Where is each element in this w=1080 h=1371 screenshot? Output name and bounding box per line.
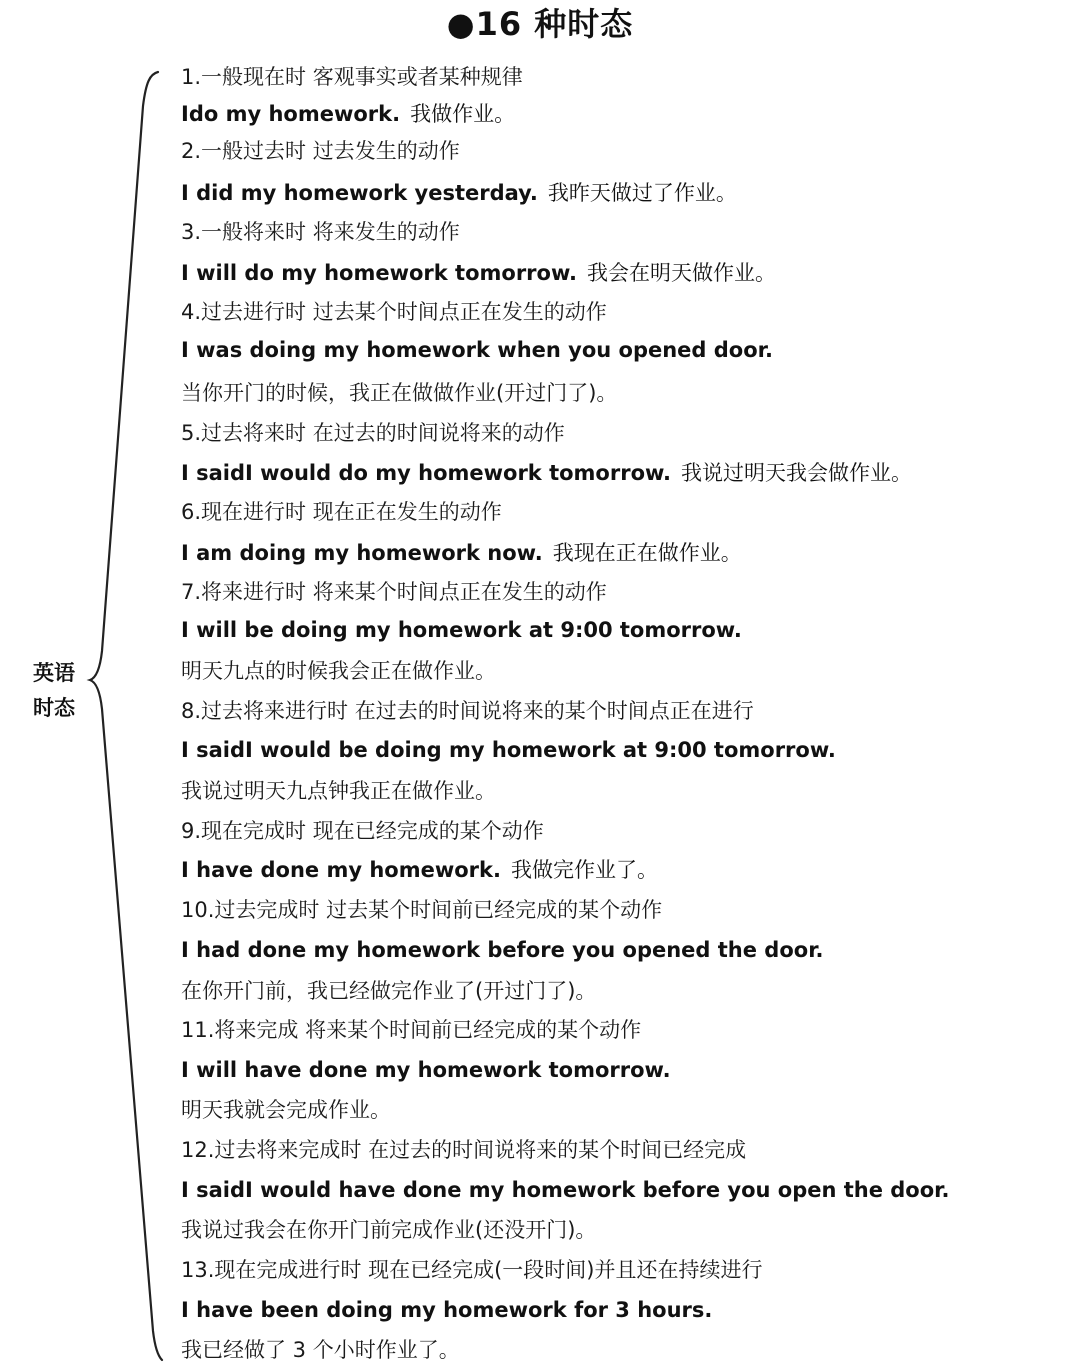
chinese-translation: 我会在明天做作业。 bbox=[587, 261, 776, 285]
category-label-line-2: 时态 bbox=[33, 696, 75, 720]
tense-example bbox=[181, 99, 515, 129]
english-sentence: I have been doing my homework for 3 hours. bbox=[181, 1298, 713, 1322]
chinese-translation: 我说过明天九点钟我正在做作业。 bbox=[181, 779, 496, 803]
tense-heading: 1.一般现在时 客观事实或者某种规律 bbox=[181, 65, 523, 89]
tense-example bbox=[181, 458, 912, 488]
tense-heading: 13.现在完成进行时 现在已经完成(一段时间)并且还在持续进行 bbox=[181, 1258, 763, 1282]
tense-example bbox=[181, 855, 658, 885]
chinese-translation: 明天我就会完成作业。 bbox=[181, 1098, 391, 1122]
tense-heading: 10.过去完成时 过去某个时间前已经完成的某个动作 bbox=[181, 898, 663, 922]
chinese-translation: 明天九点的时候我会正在做作业。 bbox=[181, 659, 496, 683]
category-label bbox=[22, 656, 86, 726]
english-sentence: I saidI would do my homework tomorrow. bbox=[181, 461, 672, 485]
tense-heading: 7.将来进行时 将来某个时间点正在发生的动作 bbox=[181, 580, 607, 604]
english-sentence: I saidI would have done my homework before you open the door. bbox=[181, 1178, 950, 1202]
page-title: ●16 种时态 bbox=[446, 5, 634, 43]
tense-example bbox=[181, 258, 776, 288]
chinese-translation: 在你开门前，我已经做完作业了(开过门了)。 bbox=[181, 979, 597, 1003]
tense-heading: 4.过去进行时 过去某个时间点正在发生的动作 bbox=[181, 300, 607, 324]
chinese-translation: 我现在正在做作业。 bbox=[552, 541, 742, 565]
chinese-translation: 我说过我会在你开门前完成作业(还没开门)。 bbox=[181, 1218, 597, 1242]
english-sentence: Ido my homework. bbox=[181, 102, 401, 126]
chinese-translation: 我已经做了 3 个小时作业了。 bbox=[181, 1338, 460, 1362]
english-sentence: I will be doing my homework at 9:00 tomorrow. bbox=[181, 618, 742, 642]
category-label-line-1: 英语 bbox=[33, 661, 75, 685]
chinese-translation: 我做完作业了。 bbox=[510, 858, 658, 882]
curly-brace-icon bbox=[80, 66, 170, 1366]
tense-heading: 8.过去将来进行时 在过去的时间说将来的某个时间点正在进行 bbox=[181, 699, 754, 723]
english-sentence: I have done my homework. bbox=[181, 858, 501, 882]
english-sentence: I saidI would be doing my homework at 9:00 tomorrow. bbox=[181, 738, 836, 762]
chinese-translation: 我说过明天我会做作业。 bbox=[681, 461, 913, 485]
english-sentence: I will do my homework tomorrow. bbox=[181, 261, 577, 285]
tense-example bbox=[181, 178, 737, 208]
tense-heading: 9.现在完成时 现在已经完成的某个动作 bbox=[181, 819, 544, 843]
english-sentence: I was doing my homework when you opened door. bbox=[181, 338, 773, 362]
english-sentence: I had done my homework before you opened the door. bbox=[181, 938, 824, 962]
english-sentence: I will have done my homework tomorrow. bbox=[181, 1058, 671, 1082]
chinese-translation: 当你开门的时候，我正在做做作业(开过门了)。 bbox=[181, 381, 618, 405]
english-sentence: I did my homework yesterday. bbox=[181, 181, 538, 205]
tense-heading: 6.现在进行时 现在正在发生的动作 bbox=[181, 500, 502, 524]
english-sentence: I am doing my homework now. bbox=[181, 541, 543, 565]
tense-heading: 12.过去将来完成时 在过去的时间说将来的某个时间已经完成 bbox=[181, 1138, 747, 1162]
chinese-translation: 我做作业。 bbox=[410, 102, 516, 126]
tense-heading: 2.一般过去时 过去发生的动作 bbox=[181, 139, 460, 163]
tense-example bbox=[181, 538, 742, 568]
tense-heading: 5.过去将来时 在过去的时间说将来的动作 bbox=[181, 421, 565, 445]
tense-heading: 11.将来完成 将来某个时间前已经完成的某个动作 bbox=[181, 1018, 642, 1042]
chinese-translation: 我昨天做过了作业。 bbox=[547, 181, 737, 205]
tense-heading: 3.一般将来时 将来发生的动作 bbox=[181, 220, 460, 244]
